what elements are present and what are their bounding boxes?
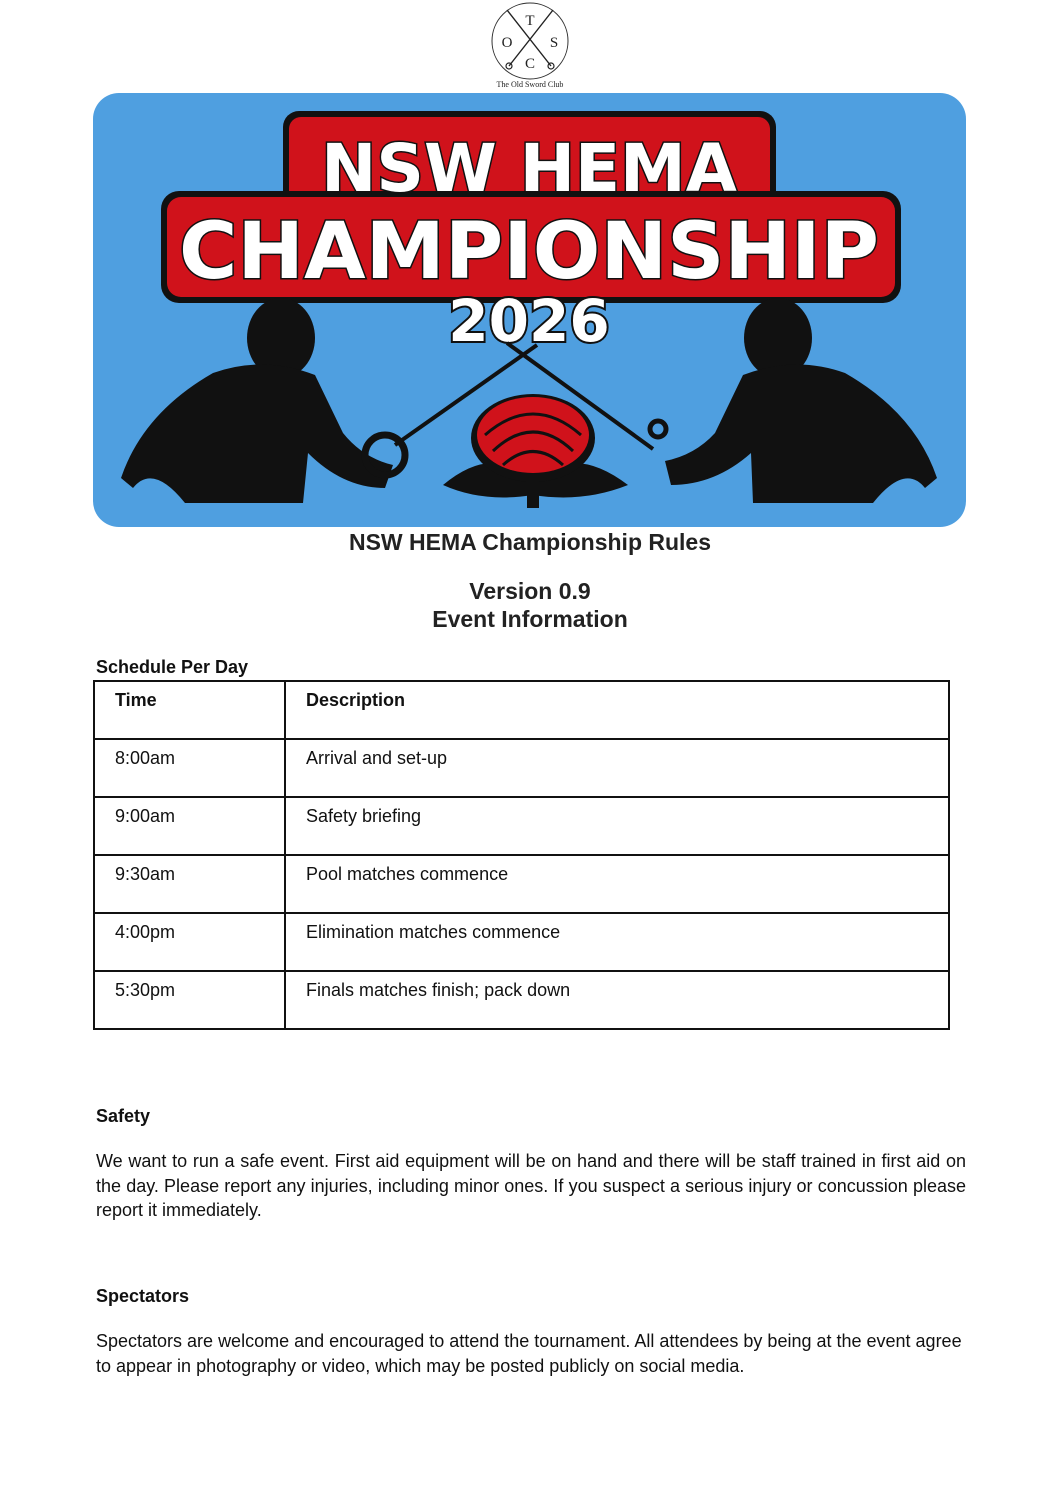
table-header-row	[94, 681, 949, 739]
table-row	[94, 913, 949, 971]
spectators-heading: Spectators	[96, 1286, 190, 1306]
schedule-table	[93, 680, 950, 1030]
document-version: Version 0.9	[469, 578, 591, 604]
time-cell: 9:30am	[94, 855, 285, 913]
safety-paragraph: We want to run a safe event. First aid equipment will be on hand and there will be staff trained in first aid on the day. Please report any injuries, including minor ones. If you suspect a serious injury or concussion please report it immediately.	[96, 1151, 966, 1220]
logo-letter-c: C	[524, 56, 536, 72]
time-cell: 9:00am	[94, 797, 285, 855]
logo-letter-t: T	[525, 13, 535, 29]
club-logo	[487, 0, 573, 92]
table-row	[94, 971, 949, 1029]
document-subtitle: Event Information	[432, 606, 628, 632]
time-cell: 8:00am	[94, 739, 285, 797]
table-row	[94, 797, 949, 855]
championship-banner	[93, 93, 966, 527]
time-cell: 4:00pm	[94, 913, 285, 971]
description-cell: Safety briefing	[285, 797, 949, 855]
spectators-paragraph: Spectators are welcome and encouraged to attend the tournament. All attendees by being at the event agree to appear in photography or video, which may be posted publicly on social media.	[96, 1331, 962, 1376]
banner-line-3: 2026	[448, 287, 610, 355]
banner-line-2: CHAMPIONSHIP	[179, 207, 879, 297]
document-title: NSW HEMA Championship Rules	[348, 529, 712, 555]
header-time: Time	[94, 681, 285, 739]
logo-caption: The Old Sword Club	[496, 80, 564, 89]
safety-heading: Safety	[96, 1106, 151, 1126]
schedule-label: Schedule Per Day	[96, 657, 249, 677]
table-row	[94, 739, 949, 797]
description-cell: Elimination matches commence	[285, 913, 949, 971]
description-cell: Finals matches finish; pack down	[285, 971, 949, 1029]
time-cell: 5:30pm	[94, 971, 285, 1029]
logo-letter-s: S	[549, 35, 559, 51]
header-description: Description	[285, 681, 949, 739]
description-cell: Pool matches commence	[285, 855, 949, 913]
crossed-swords-icon	[487, 0, 573, 80]
logo-letter-o: O	[501, 35, 513, 51]
banner-line-1: NSW HEMA	[321, 130, 737, 207]
description-cell: Arrival and set-up	[285, 739, 949, 797]
table-row	[94, 855, 949, 913]
